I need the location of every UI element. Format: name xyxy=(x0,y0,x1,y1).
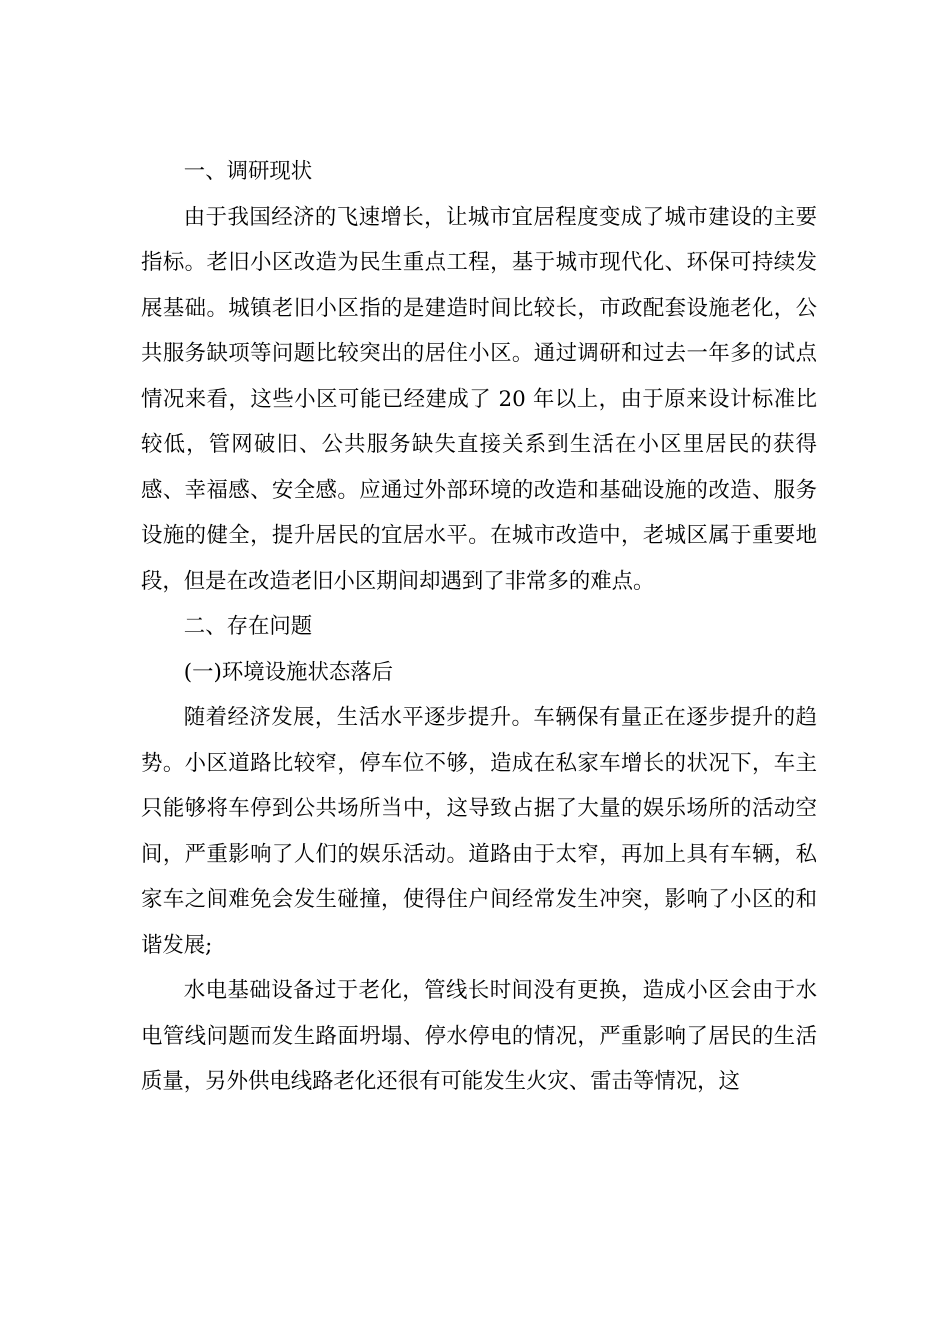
subheading-environment-facilities: (一)环境设施状态落后 xyxy=(183,659,394,685)
paragraph-water-electricity: 水电基础设备过于老化，管线长时间没有更换，造成小区会由于水电管线问题而发生路面坍塌、停水停电的情况，严重影响了居民的生活质量，另外供电线路老化还很有可能发生火灾、雷击等情况，这 xyxy=(141,978,817,1094)
paragraph-vehicles-roads: 随着经济发展，生活水平逐步提升。车辆保有量正在逐步提升的趋势。小区道路比较窄，停车位不够，造成在私家车增长的状况下，车主只能够将车停到公共场所当中，这导致占据了大量的娱乐场所的活动空间，严重影响了人们的娱乐活动。道路由于太窄，再加上具有车辆，私家车之间难免会发生碰撞，使得住户间经常发生冲突，影响了小区的和谐发展; xyxy=(141,705,817,958)
section-heading-research-status: 一、调研现状 xyxy=(183,159,313,184)
section-heading-existing-problems: 二、存在问题 xyxy=(183,614,313,639)
paragraph-research-status: 由于我国经济的飞速增长，让城市宜居程度变成了城市建设的主要指标。老旧小区改造为民生重点工程，基于城市现代化、环保可持续发展基础。城镇老旧小区指的是建造时间比较长，市政配套设施老化，公共服务缺项等问题比较突出的居住小区。通过调研和过去一年多的试点情况来看，这些小区可能已经建成了 20 年以上，由于原来设计标准比较低，管网破旧、公共服务缺失直接关系到生活在小区里居民的获得感、幸福感、安全感。应通过外部环境的改造和基础设施的改造、服务设施的健全，提升居民的宜居水平。在城市改造中，老城区属于重要地段，但是在改造老旧小区期间却遇到了非常多的难点。 xyxy=(141,204,817,594)
document-body xyxy=(141,149,817,1105)
